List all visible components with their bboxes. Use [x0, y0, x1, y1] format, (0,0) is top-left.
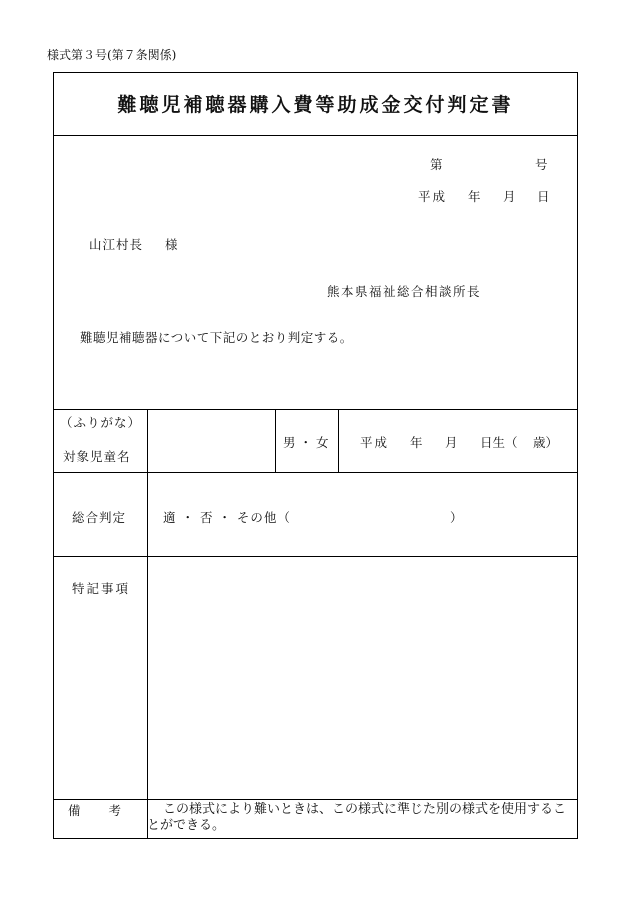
document-title: 難聴児補聴器購入費等助成金交付判定書 — [117, 94, 514, 116]
notes-label: 特記事項 — [72, 581, 131, 596]
child-name-label: 対象児童名 — [63, 449, 131, 464]
divider — [147, 409, 148, 839]
form-number-label: 様式第３号(第７条関係) — [47, 48, 177, 62]
birth-year: 年 — [410, 435, 423, 450]
remarks-label: 備 考 — [68, 803, 123, 818]
number-suffix: 号 — [535, 157, 548, 172]
number-prefix: 第 — [430, 157, 443, 172]
judgment-close-paren: ） — [450, 510, 463, 525]
statement: 難聴児補聴器について下記のとおり判定する。 — [80, 330, 353, 345]
addressee: 山江村長 — [89, 237, 144, 252]
divider — [53, 799, 578, 800]
divider — [53, 472, 578, 473]
age-unit: 歳） — [533, 435, 559, 450]
date-year: 年 — [468, 189, 481, 204]
date-era: 平成 — [418, 189, 448, 204]
birth-day: 日生（ — [480, 435, 518, 450]
issuer: 熊本県福祉総合相談所長 — [327, 284, 482, 299]
divider — [53, 135, 578, 136]
addressee-honorific: 様 — [165, 237, 178, 252]
birth-era: 平成 — [360, 435, 390, 450]
divider — [53, 556, 578, 557]
judgment-label: 総合判定 — [72, 510, 127, 525]
judgment-options: 適 ・ 否 ・ その他（ — [163, 510, 291, 525]
gender-options: 男 ・ 女 — [283, 435, 329, 450]
date-month: 月 — [503, 189, 516, 204]
form-frame — [53, 72, 578, 839]
date-day: 日 — [537, 189, 550, 204]
birth-month: 月 — [445, 435, 458, 450]
divider — [338, 409, 339, 472]
remarks-text: この様式により難いときは、この様式に準じた別の様式を使用することができる。 — [147, 802, 567, 833]
divider — [275, 409, 276, 472]
divider — [53, 409, 578, 410]
furigana-label: （ふりがな） — [60, 415, 142, 430]
